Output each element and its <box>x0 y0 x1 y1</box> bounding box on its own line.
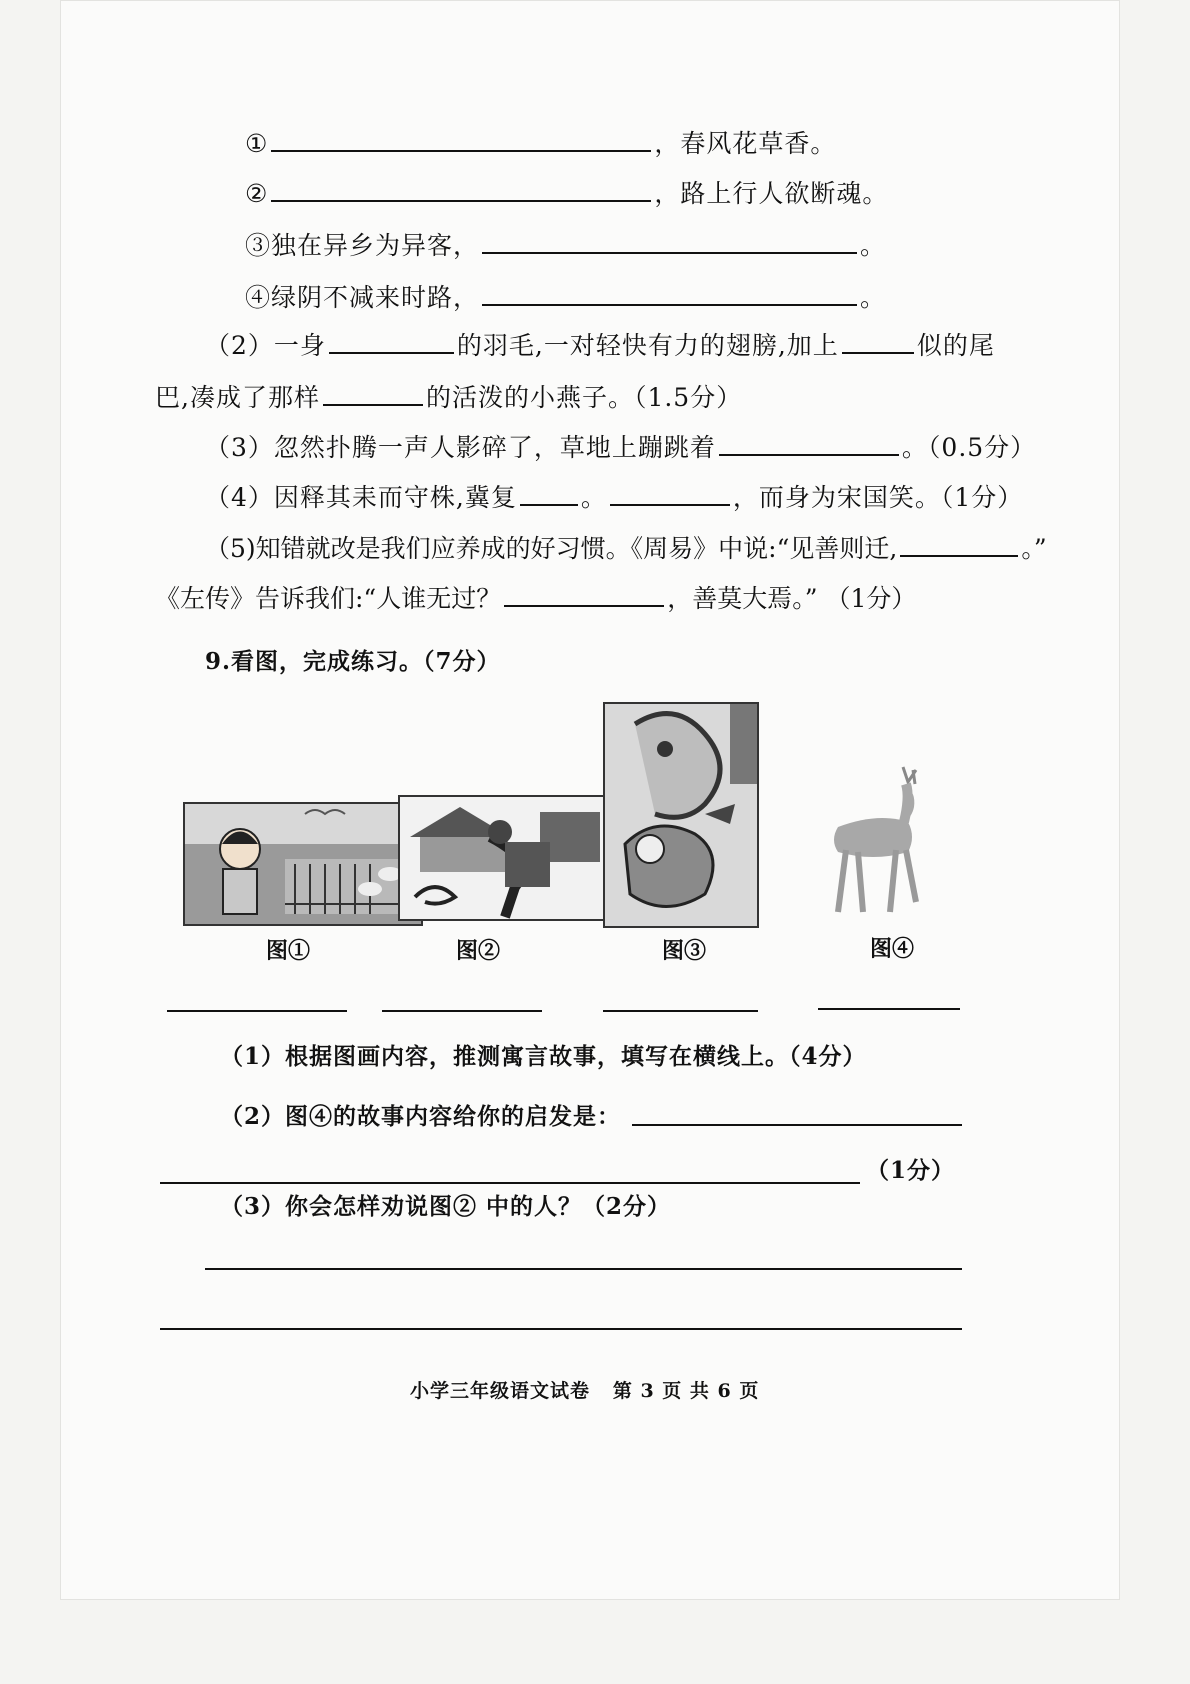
question-2-text: （2）一身 <box>205 331 326 360</box>
poem-line-3-text: ③独在异乡为异客， <box>245 231 480 260</box>
poem-line-4-end: 。 <box>860 283 887 312</box>
question-5-text: 《左传》告诉我们:“人谁无过？ <box>155 584 502 613</box>
sub-2-answer-line-1[interactable] <box>632 1124 962 1126</box>
figure-4-caption: 图④ <box>870 936 915 962</box>
poem-line-2-number: ② <box>245 179 269 208</box>
figure-2-caption: 图② <box>456 938 501 964</box>
poem-line-1 <box>245 126 836 161</box>
question-5-text: （5)知错就改是我们应养成的好习惯。《周易》中说:“见善则迁, <box>205 534 898 563</box>
question-4-text: ，而身为宋国笑。（1分） <box>732 483 1024 512</box>
question-5-text: 。” <box>1021 534 1047 563</box>
question-3-text: 。（0.5分） <box>901 433 1037 462</box>
poem-line-1-number: ① <box>245 129 269 158</box>
question-2-line-1 <box>205 328 995 363</box>
answer-blank[interactable] <box>719 430 899 456</box>
question-9-title: 9.看图，完成练习。（7分） <box>205 648 501 675</box>
figure-3-caption: 图③ <box>662 938 707 964</box>
question-2-line-2 <box>155 380 742 415</box>
question-4-text: 。 <box>580 483 607 512</box>
answer-blank[interactable] <box>900 531 1018 557</box>
answer-blank[interactable] <box>610 480 730 506</box>
question-5-line-2 <box>155 581 916 616</box>
poem-line-3 <box>245 228 886 263</box>
exam-page <box>60 0 1120 1600</box>
question-4-text: （4）因释其耒而守株,冀复 <box>205 483 517 512</box>
figure-1-image <box>183 802 423 926</box>
poem-line-2 <box>245 176 888 211</box>
question-2-text: 的活泼的小燕子。（1.5分） <box>425 383 743 412</box>
answer-blank[interactable] <box>329 328 454 354</box>
figure-1-answer-line[interactable] <box>167 1010 347 1012</box>
question-2-text: 的羽毛,一对轻快有力的翅膀,加上 <box>456 331 839 360</box>
question-4 <box>205 480 1023 515</box>
page-footer: 小学三年级语文试卷 第 3 页 共 6 页 <box>410 1380 760 1402</box>
question-9-sub-2: （2）图④的故事内容给你的启发是： <box>220 1103 622 1130</box>
figure-3-answer-line[interactable] <box>603 1010 758 1012</box>
question-9-sub-1: （1）根据图画内容，推测寓言故事，填写在横线上。（4分） <box>220 1043 867 1070</box>
answer-blank[interactable] <box>504 581 664 607</box>
question-9-sub-2-score: （1分） <box>866 1157 956 1184</box>
question-5-text: ，善莫大焉。” （1分） <box>667 584 917 613</box>
answer-blank[interactable] <box>482 228 857 254</box>
sub-2-answer-line-2[interactable] <box>160 1182 860 1184</box>
answer-blank[interactable] <box>842 328 914 354</box>
answer-blank[interactable] <box>271 126 651 152</box>
poem-line-2-text: ，路上行人欲断魂。 <box>654 179 889 208</box>
figure-1-caption: 图① <box>266 938 311 964</box>
sub-3-answer-line-2[interactable] <box>160 1328 962 1330</box>
figure-4-answer-line[interactable] <box>818 1008 960 1010</box>
answer-blank[interactable] <box>271 176 651 202</box>
poem-line-3-end: 。 <box>860 231 887 260</box>
figure-4-image <box>818 762 948 922</box>
figure-2-image <box>398 795 612 921</box>
poem-line-4-text: ④绿阴不减来时路， <box>245 283 480 312</box>
question-9-sub-3: （3）你会怎样劝说图② 中的人？（2分） <box>220 1193 672 1220</box>
question-3-text: （3）忽然扑腾一声人影碎了，草地上蹦跳着 <box>205 433 716 462</box>
answer-blank[interactable] <box>323 380 423 406</box>
figure-3-image <box>603 702 759 928</box>
question-5-line-1 <box>205 531 1047 566</box>
figure-2-answer-line[interactable] <box>382 1010 542 1012</box>
poem-line-1-text: ，春风花草香。 <box>654 129 837 158</box>
question-2-text: 似的尾 <box>916 331 995 360</box>
answer-blank[interactable] <box>482 280 857 306</box>
answer-blank[interactable] <box>520 480 578 506</box>
sub-3-answer-line-1[interactable] <box>205 1268 962 1270</box>
question-3 <box>205 430 1036 465</box>
poem-line-4 <box>245 280 886 315</box>
question-2-text: 巴,凑成了那样 <box>155 383 320 412</box>
